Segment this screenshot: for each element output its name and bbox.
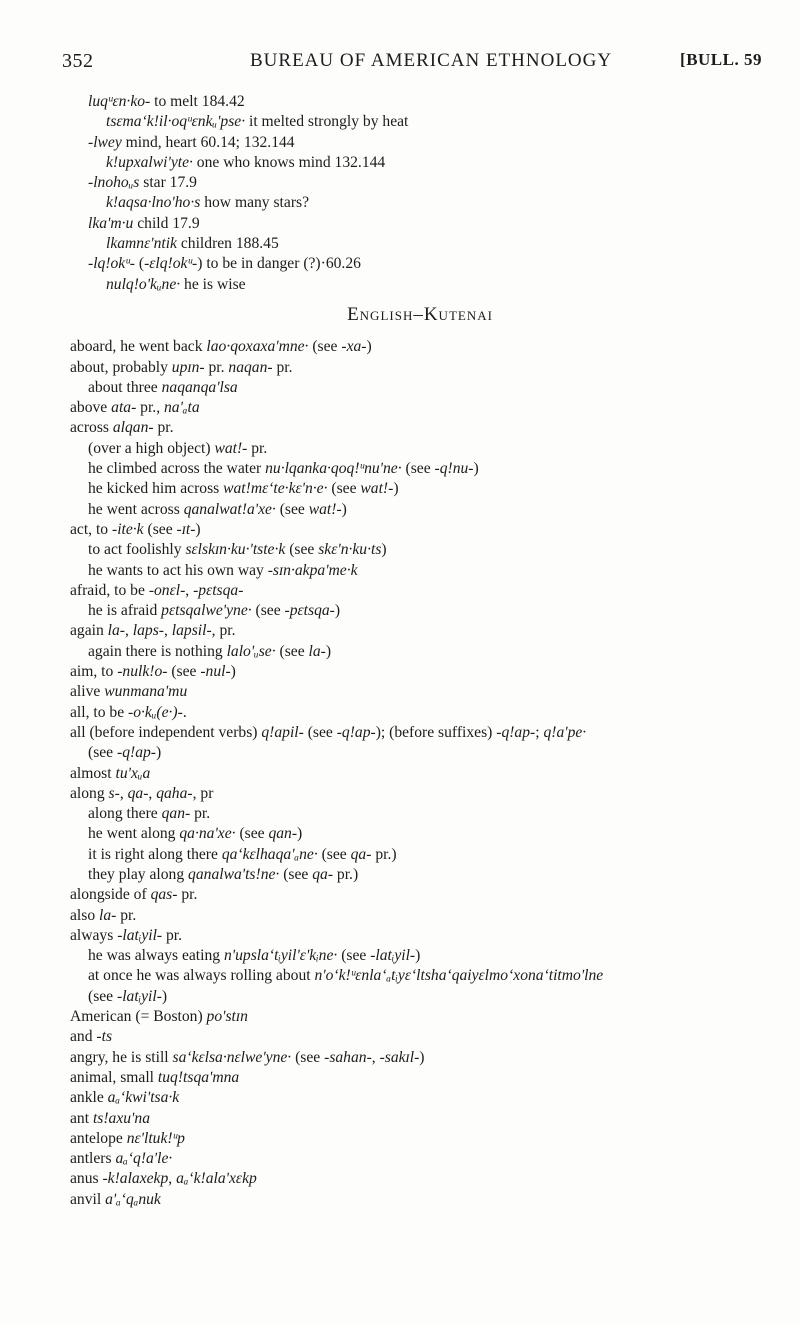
kutenai-term: -latᵢyil- <box>117 926 163 944</box>
kutenai-term: qa·naʹxe· <box>179 825 236 843</box>
entry-line <box>70 764 770 784</box>
gloss-text: (see <box>401 460 435 478</box>
subentry-line <box>70 987 770 1007</box>
dictionary-content <box>70 92 770 1210</box>
kutenai-term: -latᵢyil- <box>370 947 416 965</box>
gloss-text: ) <box>341 500 347 518</box>
gloss-text: (see <box>235 825 269 843</box>
kutenai-term: -o·kᵤ(e·)- <box>128 703 183 721</box>
entry-line <box>70 1190 770 1210</box>
kutenai-term: qa- <box>312 865 334 883</box>
kutenai-term: -q!ap- <box>496 723 536 741</box>
kutenai-term: nʹoʻk!ᵘɛnlaʻₐtᵢyɛʻltshaʻqaiyɛlmoʻxonaʻtitmoʹlne <box>314 967 604 985</box>
kutenai-term: laps- <box>132 622 164 640</box>
kutenai-term: sɛlskɪn·ku·ʹtste·k <box>185 541 286 559</box>
kutenai-term: naʹₐta <box>164 399 200 417</box>
gloss-text: antelope <box>70 1129 127 1147</box>
entry-line <box>70 784 770 804</box>
gloss-text: (see <box>88 987 118 1005</box>
kutenai-term: tuʹxᵤa <box>115 764 151 782</box>
kutenai-term: qan- <box>161 805 191 823</box>
kutenai-term: -k!alaxekp <box>102 1170 169 1188</box>
gloss-text: pr., <box>136 399 164 417</box>
gloss-text: mind, heart 60.14; 132.144 <box>121 133 295 151</box>
subentry-line <box>70 193 770 213</box>
kutenai-term: ts!axuʹna <box>92 1109 150 1127</box>
kutenai-term: -onɛl- <box>148 581 186 599</box>
gloss-text: , <box>185 581 194 599</box>
gloss-text: children 188.45 <box>176 235 279 253</box>
kutenai-term: qanalwaʹts!ne· <box>188 865 280 883</box>
kutenai-term: -ite·k <box>112 520 144 538</box>
gloss-text: above <box>70 399 112 417</box>
entry-line <box>70 621 770 641</box>
gloss-text: it melted strongly by heat <box>245 113 409 131</box>
gloss-text: pr. <box>247 439 268 457</box>
gloss-text: he is wise <box>180 275 246 293</box>
gloss-text: he is afraid <box>88 602 162 620</box>
gloss-text: , <box>168 1170 177 1188</box>
gloss-text: (over a high object) <box>88 439 215 457</box>
subentry-line <box>70 845 770 865</box>
gloss-text: ) <box>393 480 399 498</box>
gloss-text: he went across <box>88 500 184 518</box>
gloss-text: child 17.9 <box>133 214 200 232</box>
entry-line <box>70 885 770 905</box>
subentry-line <box>70 459 770 479</box>
kutenai-term: q!aʹpe· <box>543 723 587 741</box>
gloss-text: about, probably <box>70 358 172 376</box>
kutenai-term: lkaʹm·u <box>88 214 134 232</box>
gloss-text: ) <box>415 947 421 965</box>
bulletin-number: [BULL. 59 <box>680 50 762 69</box>
kutenai-term: -q!ap- <box>336 723 376 741</box>
gloss-text: animal, small <box>70 1068 158 1086</box>
subentry-line <box>70 254 770 274</box>
gloss-text: ) <box>419 1048 425 1066</box>
entry-line <box>70 1007 770 1027</box>
entry-line <box>70 1068 770 1088</box>
gloss-text: all, to be <box>70 703 129 721</box>
gloss-text: ) <box>381 541 387 559</box>
entry-line <box>70 1027 770 1047</box>
gloss-text: also <box>70 906 100 924</box>
kutenai-term: qaha- <box>156 784 193 802</box>
gloss-text: it is right along there <box>88 845 222 863</box>
gloss-text: alive <box>70 683 105 701</box>
gloss-text: how many stars? <box>200 194 309 212</box>
kutenai-term: alqan- <box>112 419 154 437</box>
subentry-line <box>70 112 770 132</box>
gloss-text: (see <box>143 520 177 538</box>
kutenai-term: nɛʹltuk!ᵘp <box>126 1129 185 1147</box>
kutenai-term: qa- <box>350 845 372 863</box>
gloss-text: . <box>182 703 187 721</box>
subentry-line <box>70 824 770 844</box>
gloss-text: along there <box>88 805 162 823</box>
gloss-text: always <box>70 926 118 944</box>
gloss-text: along <box>70 784 109 802</box>
subentry-line <box>70 234 770 254</box>
kutenai-term: -pɛtsqa- <box>284 602 335 620</box>
kutenai-term: qas- <box>150 886 178 904</box>
subentry-line <box>70 966 770 986</box>
subentry-line <box>70 561 770 581</box>
kutenai-term: lapsil- <box>171 622 212 640</box>
kutenai-term: pɛtsqalweʹyne· <box>161 602 252 620</box>
kutenai-term: ata- <box>111 399 137 417</box>
kutenai-term: laloʹᵤse· <box>226 642 276 660</box>
gloss-text: ( <box>135 255 145 273</box>
kutenai-term: wat!mɛʻte·kɛʹn·e· <box>223 480 328 498</box>
gloss-text: ) <box>297 825 303 843</box>
subentry-line <box>70 439 770 459</box>
gloss-text: he went along <box>88 825 180 843</box>
kutenai-term: nulq!oʹkᵤne· <box>106 275 181 293</box>
entry-line <box>70 398 770 418</box>
entry-line <box>70 581 770 601</box>
gloss-text: pr. <box>116 906 137 924</box>
gloss-text: he climbed across the water <box>88 460 266 478</box>
kutenai-term: qa- <box>127 784 149 802</box>
gloss-text: ) <box>156 744 162 762</box>
gloss-text: act, to <box>70 520 112 538</box>
gloss-text: (see <box>327 480 361 498</box>
gloss-text: pr. <box>153 419 174 437</box>
kutenai-term: -nulk!o- <box>117 663 168 681</box>
gloss-text: (see <box>337 947 371 965</box>
subentry-line <box>70 865 770 885</box>
gloss-text: aim, to <box>70 663 118 681</box>
gloss-text: ankle <box>70 1089 108 1107</box>
gloss-text: pr. <box>162 926 183 944</box>
gloss-text: all (before independent verbs) <box>70 723 262 741</box>
gloss-text: (see <box>167 663 201 681</box>
gloss-text: he wants to act his own way <box>88 561 268 579</box>
gloss-text: aboard, he went back <box>70 338 207 356</box>
entry-line <box>70 1048 770 1068</box>
entry-line <box>70 723 770 743</box>
gloss-text: he kicked him across <box>88 480 224 498</box>
kutenai-term: -sahan- <box>324 1048 372 1066</box>
kutenai-term: wat!- <box>308 500 342 518</box>
gloss-text: pr. <box>272 358 293 376</box>
gloss-text: (see <box>279 865 313 883</box>
gloss-text: about three <box>88 378 162 396</box>
gloss-text: to melt 184.42 <box>150 93 245 110</box>
gloss-text: again <box>70 622 108 640</box>
kutenai-term: aₐʻk!alaʹxɛkp <box>176 1170 257 1188</box>
kutenai-term: la- <box>99 906 117 924</box>
subentry-line <box>70 153 770 173</box>
kutenai-term: -q!nu- <box>434 460 474 478</box>
subentry-line <box>70 743 770 763</box>
gloss-text: ) <box>230 663 236 681</box>
gloss-text: (see <box>285 541 319 559</box>
page-number: 352 <box>62 50 94 72</box>
gloss-text: at once he was always rolling about <box>88 967 315 985</box>
kutenai-term: -ts <box>96 1028 113 1046</box>
gloss-text: anvil <box>70 1190 106 1208</box>
entry-line <box>70 1149 770 1169</box>
kutenai-term: -lwey <box>88 133 122 151</box>
kutenai-term: qaʻkɛlhaqaʹₐne· <box>221 845 318 863</box>
entry-line <box>70 926 770 946</box>
kutenai-term: -q!ap- <box>117 744 156 762</box>
gloss-text: ) to be in danger (?)·60.26 <box>197 255 361 273</box>
gloss-text: again there is nothing <box>88 642 227 660</box>
entry-line <box>70 418 770 438</box>
gloss-text: antlers <box>70 1150 116 1168</box>
section-heading: English–Kutenai <box>347 303 493 325</box>
page-header <box>62 50 762 78</box>
kutenai-term: wat!- <box>214 439 248 457</box>
gloss-text: , <box>163 622 172 640</box>
kutenai-term: aʹₐʻqₐnuk <box>105 1190 161 1208</box>
gloss-text: almost <box>70 764 116 782</box>
kutenai-term: -lq!okᵘ- <box>88 255 135 273</box>
kutenai-term: -ɪt- <box>176 520 196 538</box>
subentry-line <box>70 500 770 520</box>
gloss-text: , pr. <box>211 622 236 640</box>
kutenai-term: -ɛlq!okᵘ- <box>144 255 198 273</box>
kutenai-term: poʹstɪn <box>206 1008 248 1026</box>
gloss-text: pr. <box>204 358 229 376</box>
gloss-text: (see <box>251 602 285 620</box>
gloss-text: (see <box>308 338 342 356</box>
kutenai-term: k!aqsa·lnoʹho·s <box>106 194 201 212</box>
gloss-text: ) <box>334 602 341 620</box>
entry-line <box>70 703 770 723</box>
subentry-line <box>70 804 770 824</box>
gloss-text: , <box>371 1048 380 1066</box>
gloss-text: pr. <box>177 886 198 904</box>
entry-line <box>70 1129 770 1149</box>
gloss-text: , <box>148 784 157 802</box>
entry-line <box>70 1109 770 1129</box>
gloss-text: one who knows mind 132.144 <box>192 153 386 171</box>
gloss-text: he was always eating <box>88 947 224 965</box>
gloss-text: alongside of <box>70 886 151 904</box>
gloss-text: , <box>125 622 133 640</box>
gloss-text: they play along <box>88 865 189 883</box>
gloss-text: American (= Boston) <box>70 1008 207 1026</box>
kutenai-term: saʻkɛlsa·nɛlweʹyne· <box>172 1048 292 1066</box>
kutenai-term: -nul- <box>200 663 231 681</box>
kutenai-term: la- <box>308 642 326 660</box>
gloss-text: across <box>70 419 113 437</box>
kutenai-term: -xa- <box>341 338 367 356</box>
kutenai-term: -lnohoᵤs <box>88 174 140 192</box>
kutenai-term: luqᵘɛn·ko- <box>88 93 151 110</box>
gloss-text: (see <box>303 723 337 741</box>
gloss-text: pr. <box>190 805 211 823</box>
kutenai-term: s- <box>108 784 120 802</box>
gloss-text: (see <box>275 642 309 660</box>
gloss-text: (see <box>88 744 118 762</box>
subentry-line <box>70 642 770 662</box>
subentry-line <box>70 173 770 193</box>
kutenai-term: -pɛtsqa- <box>193 581 244 599</box>
subentry-line <box>70 133 770 153</box>
subentry-line <box>70 378 770 398</box>
subentry-line <box>70 275 770 295</box>
gloss-text: star 17.9 <box>139 174 197 192</box>
gloss-text: angry, he is still <box>70 1048 173 1066</box>
kutenai-term: wat!- <box>360 480 394 498</box>
kutenai-term: qanalwat!aʹxe· <box>183 500 276 518</box>
entry-line <box>70 358 770 378</box>
kutenai-term: tsɛmaʻk!il·oqᵘɛnkᵤʹpse· <box>106 113 246 131</box>
kutenai-term: aₐʻq!aʹle· <box>115 1150 173 1168</box>
kutenai-term: q!apil- <box>261 723 304 741</box>
entry-line <box>70 1169 770 1189</box>
subentry-line <box>70 214 770 234</box>
subentry-line <box>70 92 770 112</box>
gloss-text: pr.) <box>333 865 359 883</box>
kutenai-term: -sɪn·akpaʹme·k <box>267 561 358 579</box>
kutenai-term: naqanqaʹlsa <box>161 378 238 396</box>
entry-line <box>70 337 770 357</box>
kutenai-term: skɛʹn·ku·ts <box>318 541 382 559</box>
kutenai-term: upɪn- <box>171 358 205 376</box>
gloss-text: afraid, to be <box>70 581 149 599</box>
kutenai-term: nu·lqanka·qoq!ᵘnuʹne· <box>265 460 402 478</box>
gloss-text: pr.) <box>371 845 397 863</box>
gloss-text: to act foolishly <box>88 541 186 559</box>
subentry-line <box>70 479 770 499</box>
kutenai-term: wunmanaʹmu <box>104 683 188 701</box>
entry-line <box>70 520 770 540</box>
gloss-text: (see <box>291 1048 325 1066</box>
kutenai-term: k!upxalwiʹyte· <box>106 153 193 171</box>
entry-line <box>70 906 770 926</box>
kutenai-term: tuq!tsqaʹmna <box>157 1068 240 1086</box>
gloss-text: ); (before suffixes) <box>375 723 497 741</box>
kutenai-term: naqan- <box>228 358 273 376</box>
kutenai-term: aₐʻkwiʹtsa·k <box>107 1089 180 1107</box>
subentry-line <box>70 540 770 560</box>
subentry-line <box>70 601 770 621</box>
kutenai-term: -latᵢyil- <box>117 987 162 1005</box>
entry-line <box>70 662 770 682</box>
kutenai-term: la- <box>107 622 125 640</box>
gloss-text: ) <box>195 520 201 538</box>
gloss-text: ) <box>161 987 168 1005</box>
gloss-text: ) <box>366 338 372 356</box>
kutenai-term: -sakɪl- <box>379 1048 420 1066</box>
kutenai-term: nʹupslaʻtᵢyilʹɛʹkᵢne· <box>223 947 338 965</box>
entry-line <box>70 1088 770 1108</box>
kutenai-term: qan- <box>268 825 298 843</box>
kutenai-term: lao·qoxaxaʹmne· <box>206 338 309 356</box>
gloss-text: ) <box>325 642 332 660</box>
gloss-text: , pr <box>192 784 214 802</box>
gloss-text: ; <box>535 723 544 741</box>
gloss-text: ant <box>70 1109 93 1127</box>
subentry-line <box>70 946 770 966</box>
kutenai-term: lkamnɛʹntik <box>106 235 177 253</box>
gloss-text: ) <box>473 460 479 478</box>
gloss-text: (see <box>275 500 309 518</box>
gloss-text: (see <box>317 845 351 863</box>
running-title: BUREAU OF AMERICAN ETHNOLOGY <box>250 50 613 71</box>
gloss-text: anus <box>70 1170 103 1188</box>
gloss-text: and <box>70 1028 97 1046</box>
entry-line <box>70 682 770 702</box>
gloss-text: , <box>119 784 128 802</box>
